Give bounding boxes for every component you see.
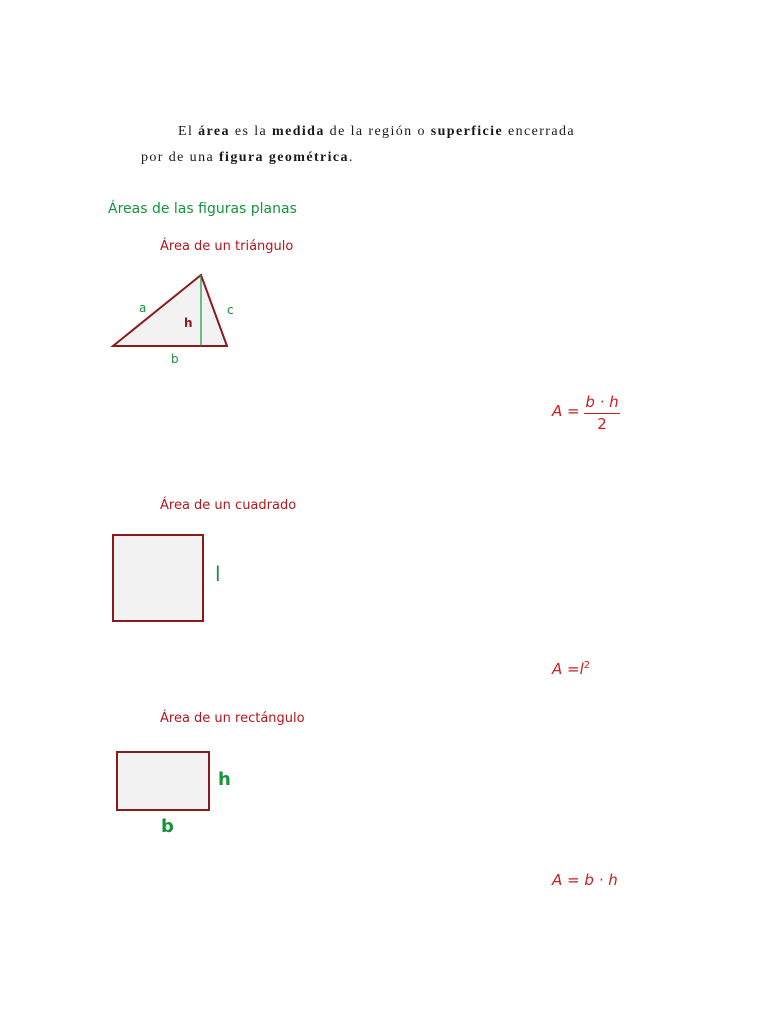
formula-equals: = xyxy=(567,402,580,420)
section-title: Áreas de las figuras planas xyxy=(108,201,297,217)
intro-text: encerrada xyxy=(503,124,575,139)
intro-bold-term: superficie xyxy=(430,124,504,139)
intro-bold-term: área xyxy=(198,124,230,139)
triangle-label-c: c xyxy=(227,303,234,317)
formula-lhs: A xyxy=(552,402,563,420)
formula-exponent: 2 xyxy=(583,660,591,671)
square-label-side: l xyxy=(215,562,221,586)
formula-numerator: b · h xyxy=(585,393,619,411)
rectangle-label-b: b xyxy=(161,816,174,837)
rectangle-formula xyxy=(552,871,618,889)
square-shape xyxy=(112,534,204,622)
triangle-title: Área de un triángulo xyxy=(160,239,294,254)
rectangle-shape xyxy=(116,751,210,811)
formula-equals: = xyxy=(567,871,580,889)
triangle-label-h: h xyxy=(184,316,193,330)
formula-fraction-bar xyxy=(584,413,620,414)
intro-text: . xyxy=(348,150,354,165)
formula-equals: = xyxy=(567,660,580,678)
rectangle-label-h: h xyxy=(218,769,231,790)
square-title: Área de un cuadrado xyxy=(160,498,297,513)
formula-denominator: 2 xyxy=(597,415,607,433)
triangle-shape xyxy=(113,275,227,346)
intro-text: de la región o xyxy=(324,124,431,139)
triangle-figure xyxy=(100,262,250,372)
intro-bold-term: medida xyxy=(272,124,325,139)
formula-rhs: b · h xyxy=(584,871,618,889)
intro-text: por de una xyxy=(141,150,219,165)
formula-lhs: A xyxy=(552,871,563,889)
triangle-label-a: a xyxy=(139,301,147,315)
formula-base: l xyxy=(579,660,584,678)
rectangle-title: Área de un rectángulo xyxy=(160,711,305,726)
square-formula xyxy=(552,660,590,678)
triangle-label-b: b xyxy=(171,352,179,366)
intro-text: El xyxy=(178,124,199,139)
intro-text: es la xyxy=(229,124,273,139)
intro-line-2 xyxy=(141,150,354,166)
intro-line-1 xyxy=(178,124,575,140)
formula-lhs: A xyxy=(552,660,563,678)
intro-bold-term: figura geométrica xyxy=(219,150,349,165)
